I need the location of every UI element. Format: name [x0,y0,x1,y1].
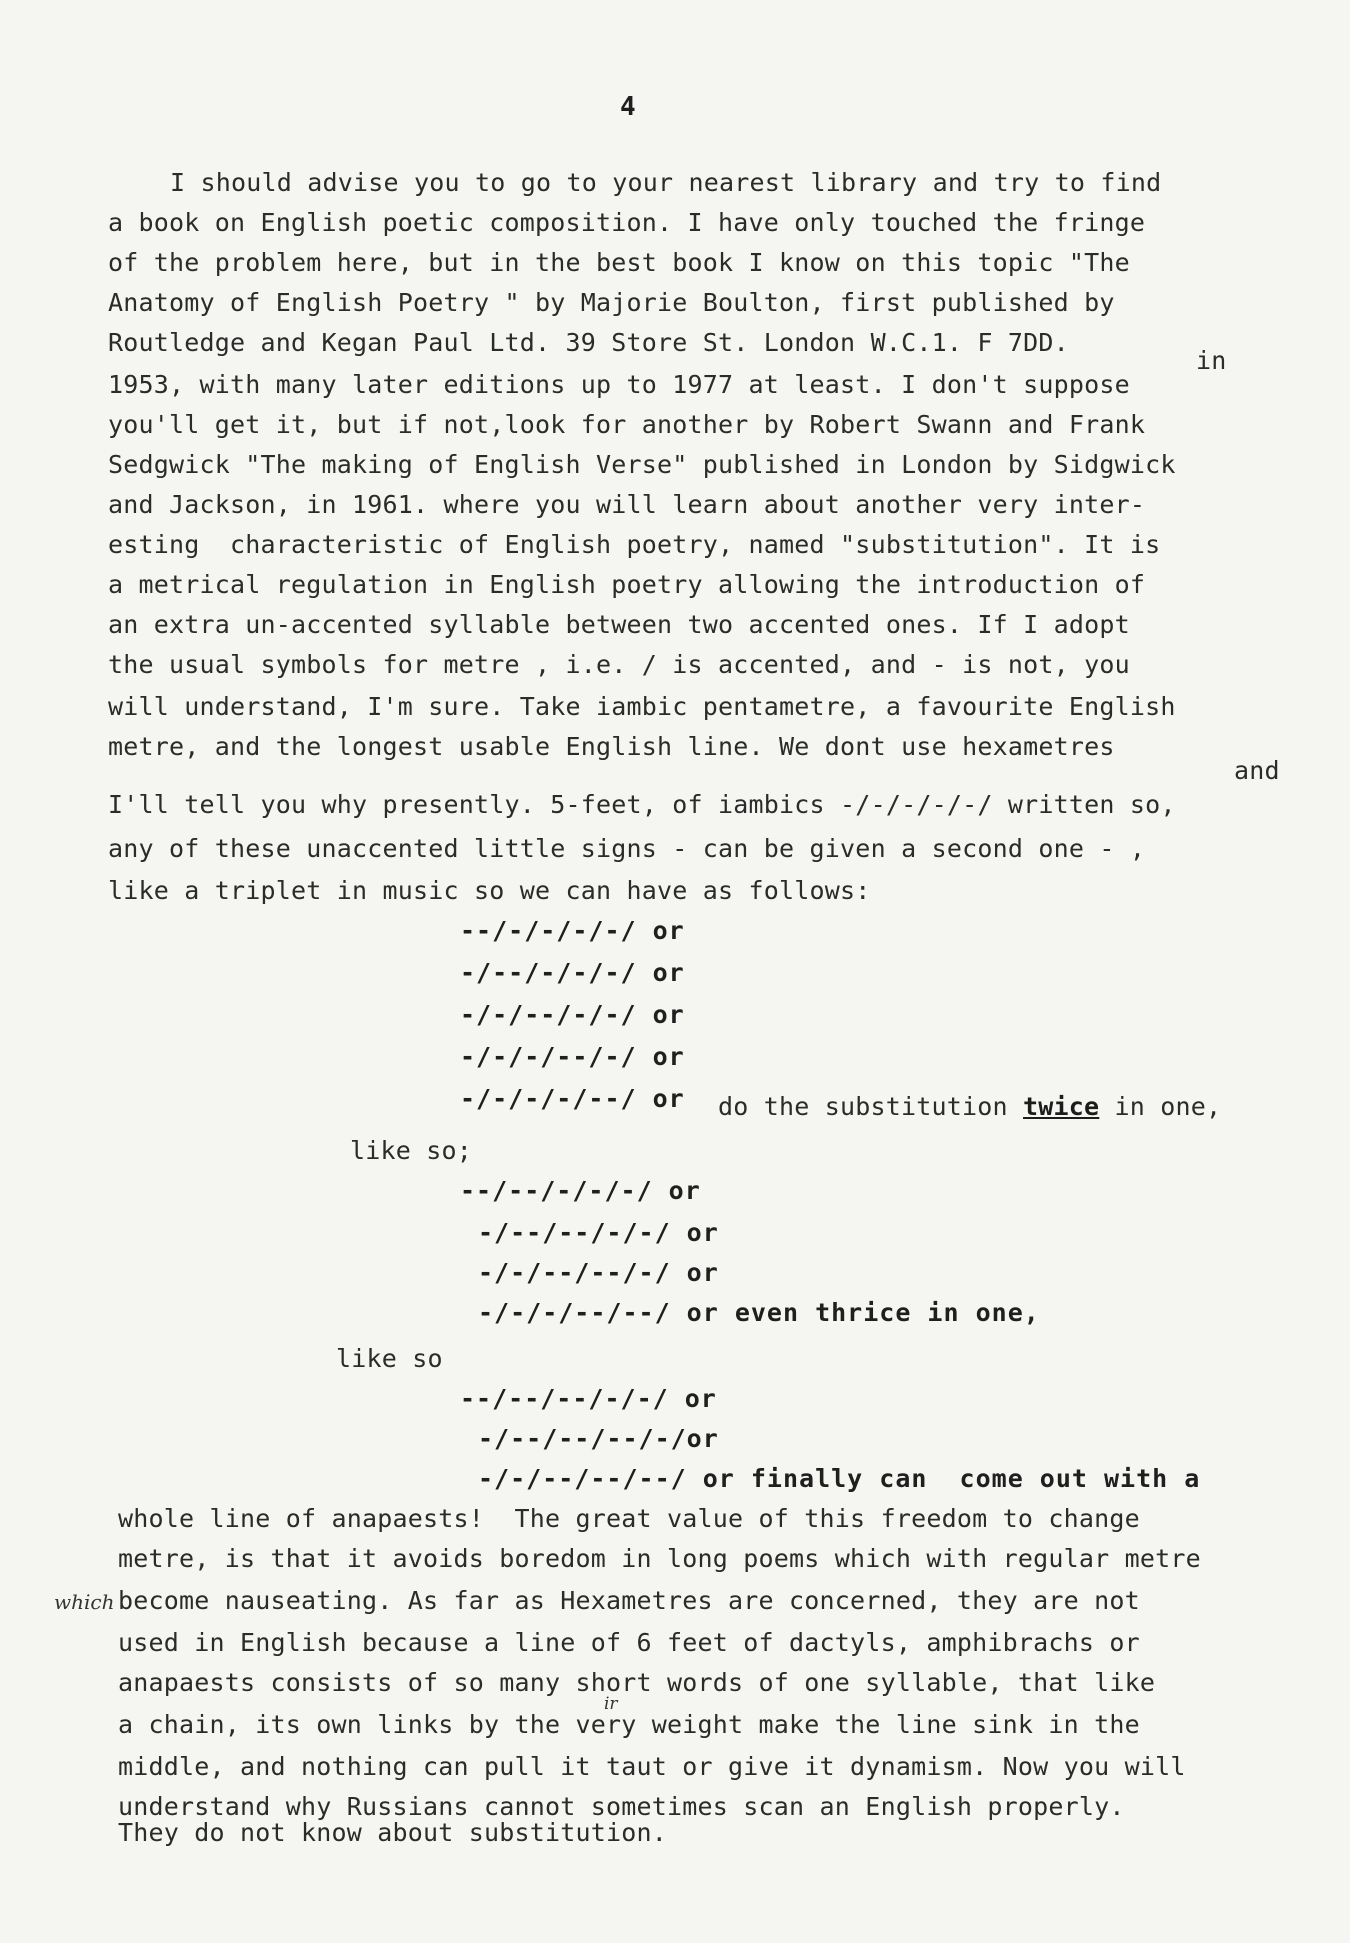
metre-pattern: --/--/--/-/-/ or [460,1384,717,1413]
handwritten-note-ir: ir [604,1694,618,1714]
text-line: any of these unaccented little signs - can be given a second one - , [108,834,1146,863]
metre-pattern: -/-/-/--/-/ or [460,1042,685,1071]
text-line: an extra un-accented syllable between two accented ones. If I adopt [108,610,1130,639]
text-line: a book on English poetic composition. I have only touched the fringe [108,208,1146,237]
margin-insert-and: and [1234,756,1280,785]
text-line: 1953, with many later editions up to 1977 at least. I don't suppose [108,370,1130,399]
text-line: metre, is that it avoids boredom in long poems which with regular metre [118,1544,1201,1573]
metre-pattern: -/-/-/--/--/ or even thrice in one, [478,1298,1040,1327]
metre-pattern: -/--/--/--/-/or [478,1424,719,1453]
text-line: used in English because a line of 6 feet of dactyls, amphibrachs or [118,1628,1140,1657]
text-line: Anatomy of English Poetry " by Majorie Boulton, first published by [108,288,1115,317]
text-line: whole line of anapaests! The great value of this freedom to change [118,1504,1140,1533]
text-line: esting characteristic of English poetry, named "substitution". It is [108,530,1161,559]
metre-pattern: -/-/-/-/--/ or [460,1084,685,1113]
metre-pattern: -/-/--/--/-/ or [478,1258,719,1287]
metre-pattern: -/-/--/-/-/ or [460,1000,685,1029]
text-line: I should advise you to go to your nearest library and try to find [170,168,1162,197]
metre-pattern: --/-/-/-/-/ or [460,916,685,945]
text-line: become nauseating. As far as Hexametres are concerned, they are not [118,1586,1140,1615]
metre-pattern: -/-/--/--/--/ or finally can come out with a [478,1464,1201,1493]
text-line: middle, and nothing can pull it taut or give it dynamism. Now you will [118,1752,1186,1781]
metre-pattern: -/--/--/-/-/ or [478,1218,719,1247]
text-line: and Jackson, in 1961. where you will learn about another very inter- [108,490,1146,519]
substitution-twice-note: do the substitution twice in one, [718,1092,1222,1121]
like-so-label: like so [336,1344,443,1373]
text-line: anapaests consists of so many short words of one syllable, that like [118,1668,1156,1697]
text-line: They do not know about substitution. [118,1818,668,1847]
text-line: understand why Russians cannot sometimes scan an English properly. [118,1792,1125,1821]
page-number: 4 [620,92,636,122]
handwritten-note-which: which [54,1590,115,1614]
text-line: a chain, its own links by the very weight make the line sink in the [118,1710,1140,1739]
text-line: you'll get it, but if not,look for another by Robert Swann and Frank [108,410,1146,439]
underlined-word: twice [1023,1092,1100,1121]
margin-insert-in: in [1196,346,1227,375]
like-so-label: like so; [350,1136,473,1165]
metre-pattern: --/--/-/-/-/ or [460,1176,701,1205]
text-line: I'll tell you why presently. 5-feet, of iambics -/-/-/-/-/ written so, [108,790,1176,819]
text-line: Sedgwick "The making of English Verse" published in London by Sidgwick [108,450,1176,479]
text-line: a metrical regulation in English poetry allowing the introduction of [108,570,1146,599]
text-line: the usual symbols for metre , i.e. / is accented, and - is not, you [108,650,1130,679]
text-line: like a triplet in music so we can have as follows: [108,876,871,905]
text-line: of the problem here, but in the best book I know on this topic "The [108,248,1130,277]
text-line: metre, and the longest usable English line. We dont use hexametres [108,732,1115,761]
text-line: Routledge and Kegan Paul Ltd. 39 Store St. London W.C.1. F 7DD. [108,328,1069,357]
metre-pattern: -/--/-/-/-/ or [460,958,685,987]
text-line: will understand, I'm sure. Take iambic pentametre, a favourite English [108,692,1176,721]
